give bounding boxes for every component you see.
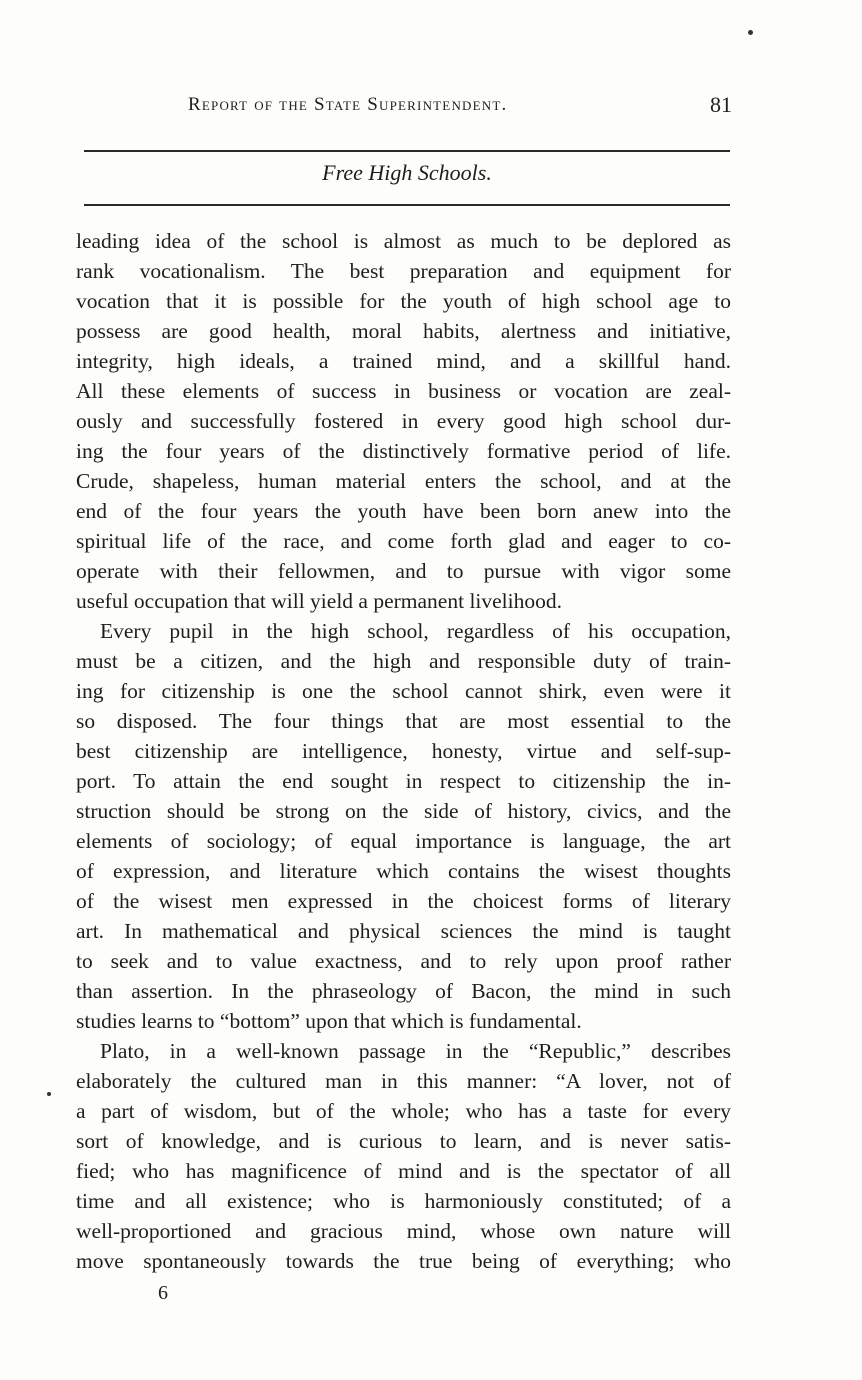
header-rule-bottom [84, 204, 730, 206]
text-line: elaborately the cultured man in this manner: “A lover, not of [76, 1069, 731, 1093]
text-line: fied; who has magnificence of mind and is the spectator of all [76, 1159, 731, 1183]
text-line: ing the four years of the distinctively formative period of life. [76, 439, 731, 463]
text-line: struction should be strong on the side of history, civics, and the [76, 799, 731, 823]
body-text [76, 226, 731, 1276]
text-line: useful occupation that will yield a permanent livelihood. [76, 589, 563, 613]
page-number: 81 [710, 92, 732, 117]
text-line: integrity, high ideals, a trained mind, and a skillful hand. [76, 349, 731, 373]
text-line: spiritual life of the race, and come forth glad and eager to co- [76, 529, 731, 553]
text-line: rank vocationalism. The best preparation and equipment for [76, 259, 731, 283]
text-line: a part of wisdom, but of the whole; who has a taste for every [76, 1099, 731, 1123]
text-line: art. In mathematical and physical sciences the mind is taught [76, 919, 731, 943]
text-line: best citizenship are intelligence, honesty, virtue and self-sup- [76, 739, 731, 763]
text-line: ously and successfully fostered in every good high school dur- [76, 409, 731, 433]
page-header [84, 86, 732, 126]
text-line: possess are good health, moral habits, alertness and initiative, [76, 319, 731, 343]
paragraph [76, 226, 731, 616]
text-line: ing for citizenship is one the school cannot shirk, even were it [76, 679, 731, 703]
text-line: studies learns to “bottom” upon that which is fundamental. [76, 1009, 582, 1033]
text-line: sort of knowledge, and is curious to learn, and is never satis- [76, 1129, 731, 1153]
text-line: to seek and to value exactness, and to rely upon proof rather [76, 949, 731, 973]
text-line: vocation that it is possible for the youth of high school age to [76, 289, 731, 313]
text-line: time and all existence; who is harmoniously constituted; of a [76, 1189, 731, 1213]
text-line: Plato, in a well-known passage in the “Republic,” describes [100, 1039, 731, 1063]
running-head: Report of the State Superintendent. [188, 94, 508, 115]
text-line: port. To attain the end sought in respect to citizenship the in- [76, 769, 731, 793]
text-line: move spontaneously towards the true being of everything; who [76, 1249, 731, 1273]
text-line: so disposed. The four things that are most essential to the [76, 709, 731, 733]
text-line: All these elements of success in business or vocation are zeal- [76, 379, 731, 403]
text-line: well-proportioned and gracious mind, whose own nature will [76, 1219, 731, 1243]
text-line: operate with their fellowmen, and to pursue with vigor some [76, 559, 731, 583]
paragraph [76, 1036, 731, 1276]
text-line: Every pupil in the high school, regardless of his occupation, [100, 619, 731, 643]
text-line: than assertion. In the phraseology of Bacon, the mind in such [76, 979, 731, 1003]
signature-mark: 6 [158, 1282, 168, 1304]
text-line: end of the four years the youth have been born anew into the [76, 499, 731, 523]
text-line: of the wisest men expressed in the choicest forms of literary [76, 889, 731, 913]
scan-speck [47, 1092, 51, 1096]
scan-speck [748, 30, 753, 35]
header-rule-top [84, 150, 730, 152]
text-line: of expression, and literature which contains the wisest thoughts [76, 859, 731, 883]
section-title: Free High Schools. [322, 160, 492, 185]
text-line: Crude, shapeless, human material enters the school, and at the [76, 469, 731, 493]
paragraph [76, 616, 731, 1036]
text-line: elements of sociology; of equal importance is language, the art [76, 829, 731, 853]
text-line: must be a citizen, and the high and responsible duty of train- [76, 649, 731, 673]
text-line: leading idea of the school is almost as much to be deplored as [76, 229, 731, 253]
